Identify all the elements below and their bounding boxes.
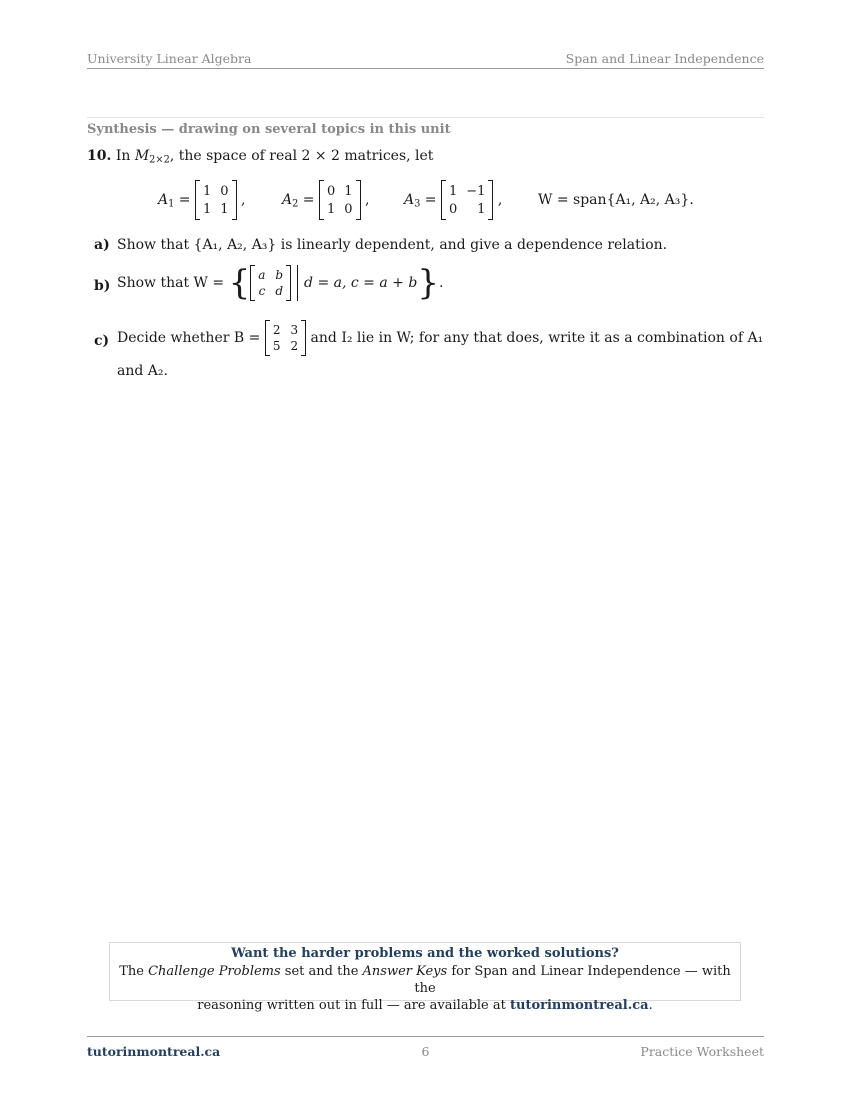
matrix-cell: 3 bbox=[290, 322, 299, 337]
promo-text: . bbox=[648, 998, 653, 1013]
section-divider bbox=[87, 117, 764, 118]
header-topic-title: Span and Linear Independence bbox=[565, 51, 764, 66]
w-span-definition: W = span{A₁, A₂, A₃}. bbox=[538, 192, 694, 208]
matrix-a2-definition: $A_2$ = 0 1 1 0 , bbox=[282, 180, 369, 220]
promo-box bbox=[109, 942, 741, 1013]
part-a-text: Show that {A₁, A₂, A₃} is linearly dependent, and give a dependence relation. bbox=[117, 237, 668, 253]
matrix-a2-name: A bbox=[282, 192, 293, 208]
general-matrix bbox=[250, 265, 291, 301]
matrix-cell: 0 bbox=[449, 201, 458, 217]
matrix-cell: −1 bbox=[466, 183, 486, 199]
part-c-label: c) bbox=[94, 333, 110, 349]
set-builder-bar bbox=[297, 265, 298, 301]
problem-intro bbox=[87, 148, 433, 165]
intro-text-post: , the space of real 2 × 2 matrices, let bbox=[169, 148, 434, 164]
part-b-statement bbox=[117, 265, 443, 301]
space-symbol: M bbox=[134, 148, 150, 164]
matrix-a1-sub: 1 bbox=[168, 198, 175, 210]
page-footer bbox=[87, 1036, 764, 1059]
part-c-pre: Decide whether B = bbox=[117, 330, 261, 346]
promo-answer-keys: Answer Keys bbox=[362, 964, 448, 979]
matrix-cell: 0 bbox=[220, 183, 229, 199]
part-b-pre: Show that W = bbox=[117, 275, 225, 291]
matrix-cell: 1 bbox=[344, 183, 353, 199]
intro-text-pre: In bbox=[115, 148, 135, 164]
part-b-label: b) bbox=[94, 278, 111, 294]
footer-doc-type: Practice Worksheet bbox=[640, 1044, 764, 1059]
problem-number: 10. bbox=[87, 148, 112, 164]
part-c-statement bbox=[117, 320, 763, 356]
matrix-cell: 1 bbox=[327, 201, 336, 217]
space-subscript: 2×2 bbox=[149, 154, 170, 166]
part-a-label: a) bbox=[94, 237, 110, 253]
promo-title: Want the harder problems and the worked solutions? bbox=[231, 946, 619, 961]
matrix-cell: c bbox=[258, 283, 266, 298]
matrix-a3 bbox=[441, 180, 493, 220]
matrix-a3-definition: $A_3$ = 1 −1 0 1 , bbox=[404, 180, 502, 220]
right-brace: } bbox=[417, 263, 439, 303]
matrix-cell: 1 bbox=[220, 201, 229, 217]
matrix-a1 bbox=[195, 180, 237, 220]
promo-text: reasoning written out in full — are available at bbox=[197, 998, 510, 1013]
matrix-cell: 1 bbox=[449, 183, 458, 199]
matrix-cell: 1 bbox=[477, 201, 486, 217]
page-number: 6 bbox=[421, 1044, 430, 1059]
matrix-cell: d bbox=[275, 283, 284, 298]
section-label: Synthesis — drawing on several topics in this unit bbox=[87, 122, 451, 137]
part-c-post: and I₂ lie in W; for any that does, write it as a combination of A₁ bbox=[310, 330, 764, 346]
promo-challenge-problems: Challenge Problems bbox=[148, 964, 281, 979]
matrix-cell: 0 bbox=[344, 201, 353, 217]
footer-site-link[interactable]: tutorinmontreal.ca bbox=[87, 1044, 221, 1059]
matrix-cell: b bbox=[275, 267, 284, 282]
part-b-post: . bbox=[438, 275, 444, 291]
part-c-line2: and A₂. bbox=[117, 363, 168, 379]
promo-link[interactable]: tutorinmontreal.ca bbox=[510, 998, 649, 1013]
set-condition: d = a, c = a + b bbox=[304, 275, 418, 291]
promo-text: The bbox=[119, 964, 149, 979]
page-header bbox=[87, 50, 764, 69]
promo-body bbox=[110, 963, 740, 1014]
matrix-a2 bbox=[319, 180, 361, 220]
promo-text: for Span and Linear Independence — with the bbox=[414, 964, 731, 996]
matrix-cell: 2 bbox=[290, 338, 299, 353]
matrix-cell: 2 bbox=[272, 322, 281, 337]
matrix-cell: 0 bbox=[327, 183, 336, 199]
header-course-title: University Linear Algebra bbox=[87, 51, 252, 66]
matrix-a3-sub: 3 bbox=[414, 198, 421, 210]
promo-text: set and the bbox=[280, 964, 363, 979]
matrix-b bbox=[265, 320, 306, 356]
left-brace: { bbox=[228, 263, 251, 303]
matrix-a1-name: A bbox=[158, 192, 169, 208]
matrix-cell: a bbox=[258, 267, 266, 282]
matrix-cell: 5 bbox=[272, 338, 281, 353]
matrix-a3-name: A bbox=[404, 192, 415, 208]
matrix-cell: 1 bbox=[203, 183, 212, 199]
matrix-a2-sub: 2 bbox=[292, 198, 299, 210]
matrix-cell: 1 bbox=[203, 201, 212, 217]
matrix-a1-definition: $A_1$ = 1 0 1 1 , bbox=[158, 180, 245, 220]
